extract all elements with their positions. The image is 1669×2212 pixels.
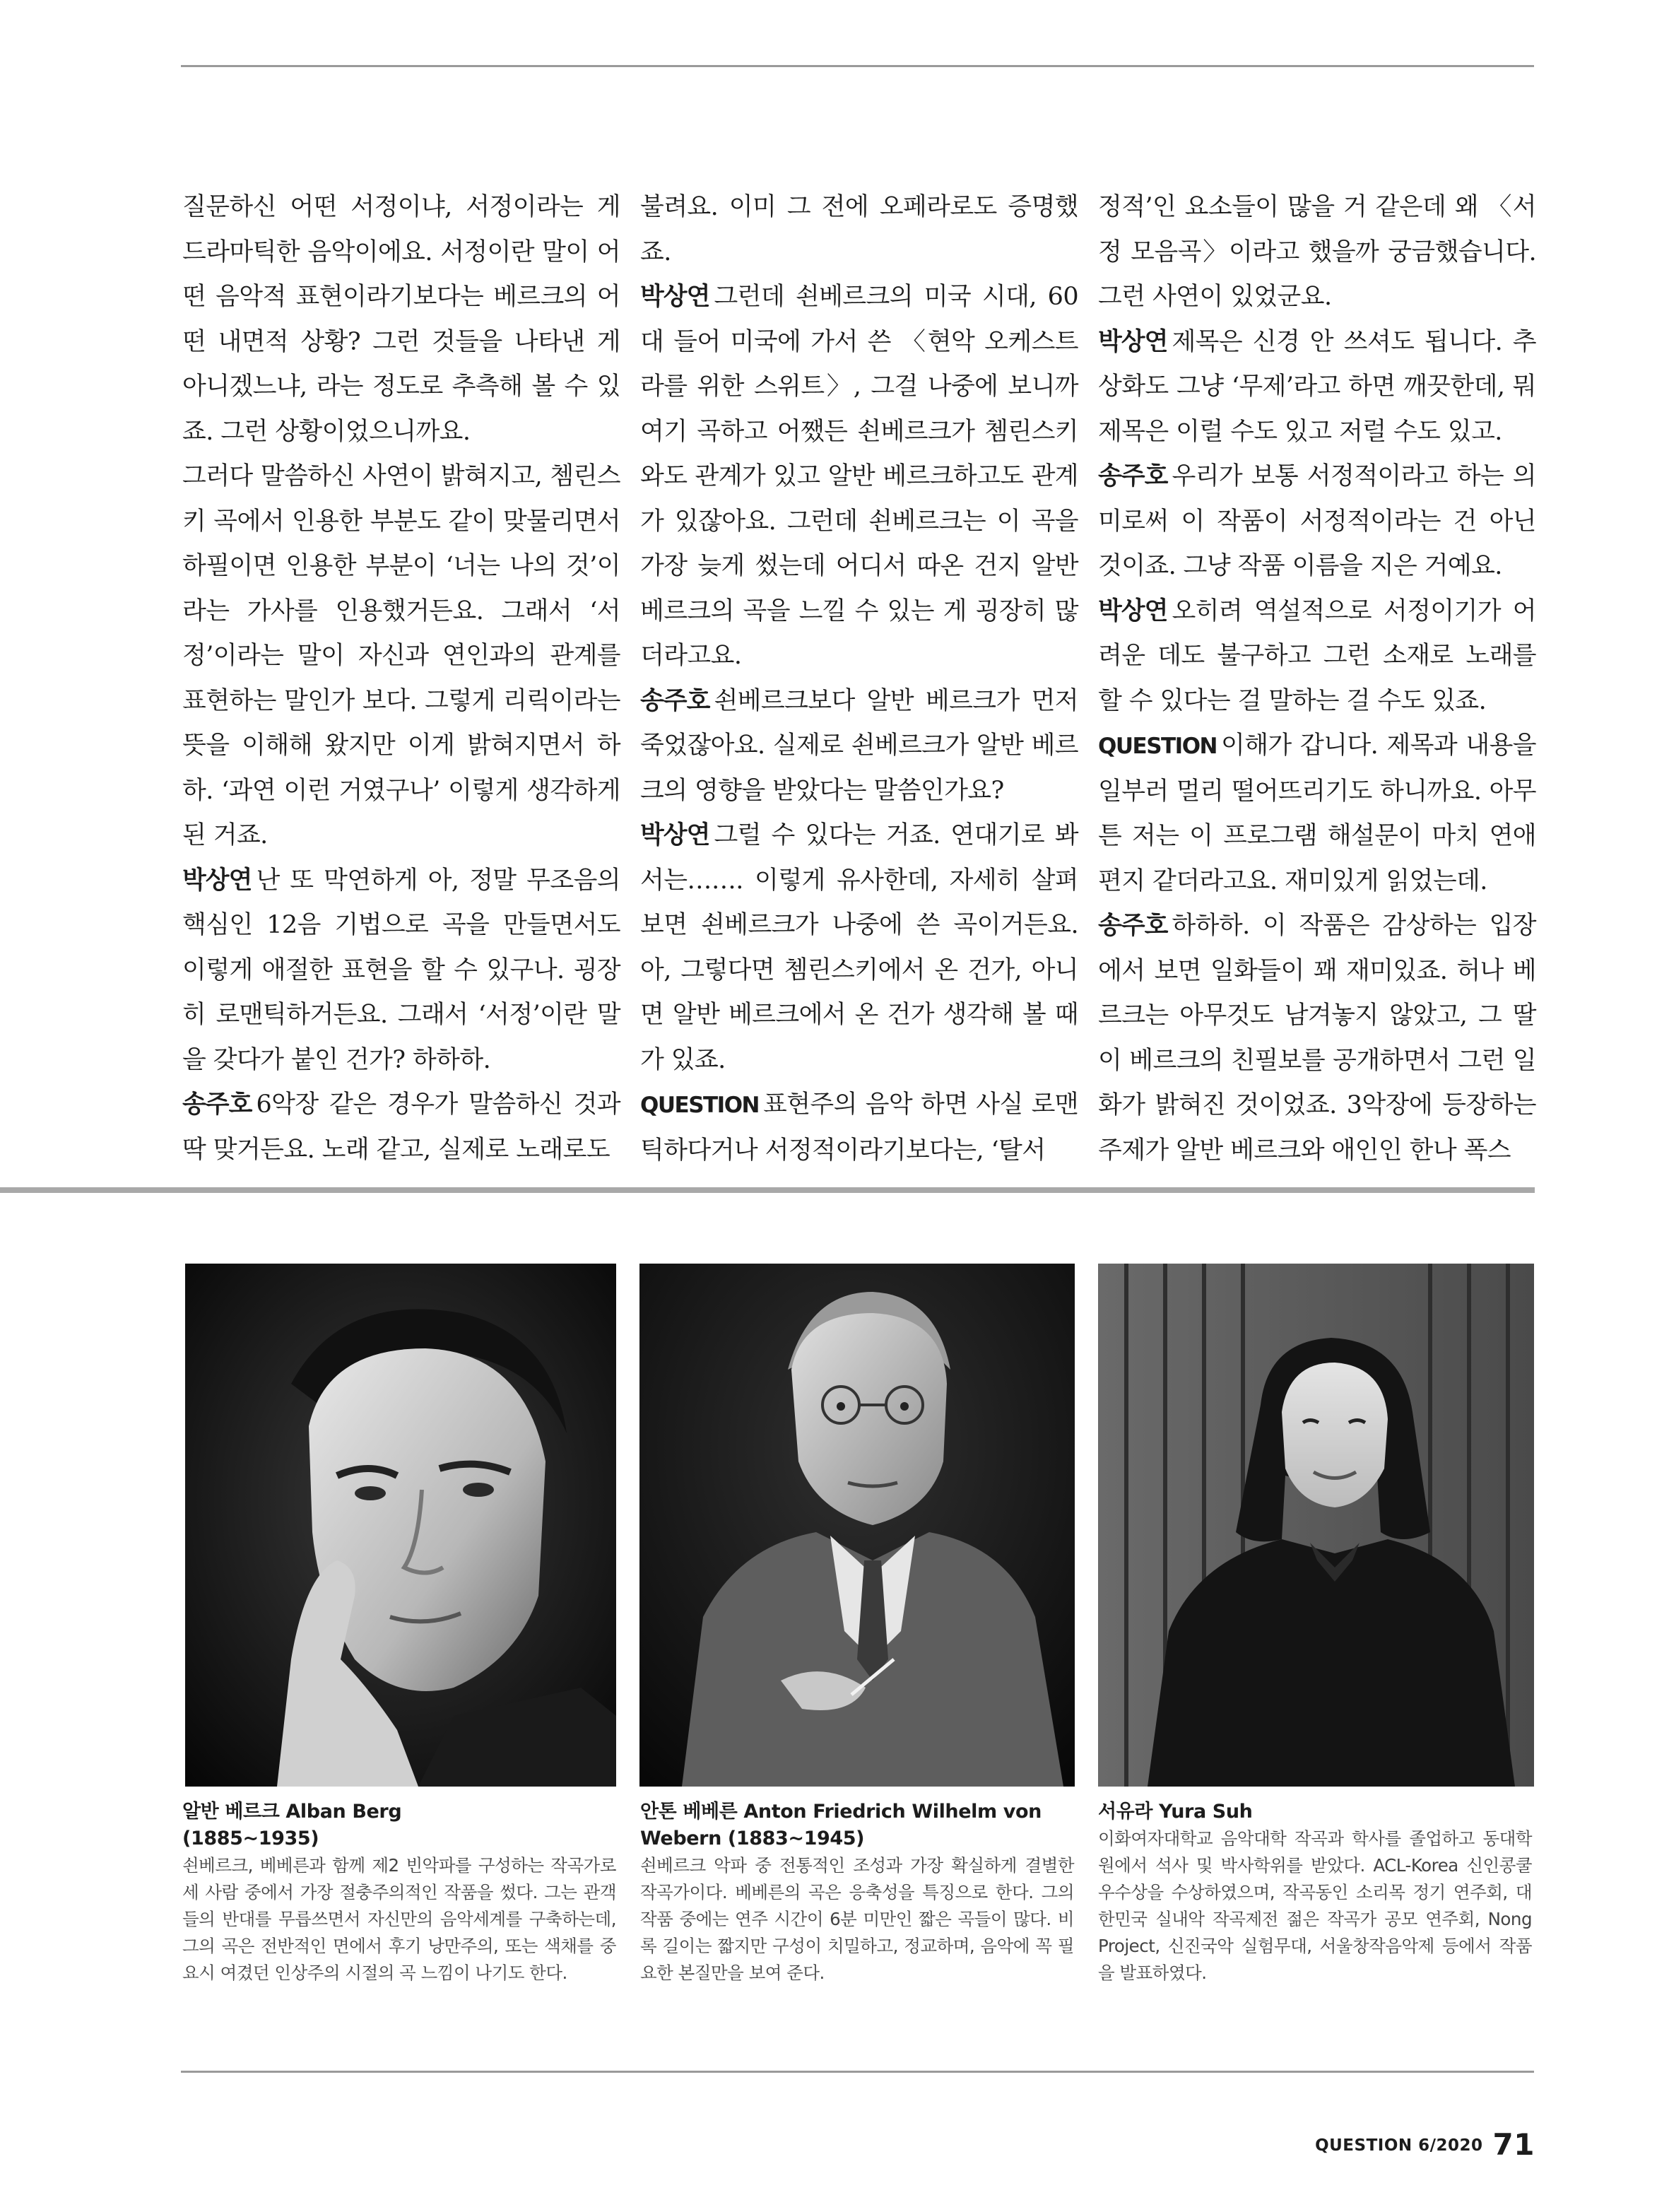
paragraph bbox=[1098, 904, 1536, 1173]
paragraph bbox=[1098, 589, 1536, 724]
article-column-2 bbox=[640, 185, 1078, 1173]
paragraph bbox=[1098, 724, 1536, 904]
speaker-label: 송주호 bbox=[182, 1090, 252, 1119]
anton-webern-portrait bbox=[639, 1264, 1075, 1787]
article-column-1 bbox=[182, 185, 620, 1172]
paragraph: 정적’인 요소들이 많을 거 같은데 왜 〈서정 모음곡〉이라고 했을까 궁금했습니다. 그런 사연이 있었군요. bbox=[1098, 193, 1536, 311]
caption-name: 서유라 Yura Suh bbox=[1098, 1801, 1253, 1823]
speech-text: 그런데 쇤베르크의 미국 시대, 60대 들어 미국에 가서 쓴 〈현악 오케스트라를 위한 스위트〉, 그걸 나중에 보니까 여기 곡하고 어쨌든 쇤베르크가 쳄린스키와도 관계가 있고 알반 베르크하고도 관계가 있잖아요. 그런데 쇤베르크는 이 곡을 가장 늦게 썼는데 어디서 따온 건지 알반 베르크의 곡을 느낄 수 있는 게 굉장히 많더라고요. bbox=[640, 283, 1078, 670]
caption-name: 안톤 베베른 Anton Friedrich Wilhelm von Webern (1883~1945) bbox=[640, 1801, 1042, 1849]
alban-berg-portrait bbox=[185, 1264, 616, 1787]
paragraph: 불려요. 이미 그 전에 오페라로도 증명했죠. bbox=[640, 193, 1078, 266]
photo-caption-alban-berg bbox=[182, 1799, 616, 1987]
caption-description: 쇤베르크 악파 중 전통적인 조성과 가장 확실하게 결별한 작곡가이다. 베베른의 곡은 응축성을 특징으로 한다. 그의 작품 중에는 연주 시간이 6분 미만인 짧은 곡들이 많다. 비록 길이는 짧지만 구성이 치밀하고, 정교하며, 음악에 꼭 필요한 본질만을 보여 준다. bbox=[640, 1855, 1074, 1983]
speaker-label: 박상연 bbox=[1098, 596, 1168, 625]
speaker-label: 송주호 bbox=[1098, 912, 1168, 940]
paragraph bbox=[640, 275, 1078, 679]
issue-label: QUESTION 6/2020 bbox=[1315, 2136, 1483, 2155]
speech-text: 난 또 막연하게 아, 정말 무조음의 핵심인 12음 기법으로 곡을 만들면서도 이렇게 애절한 표현을 할 수 있구나. 굉장히 로맨틱하거든요. 그래서 ‘서정’이란 말을 갖다가 붙인 건가? 하하하. bbox=[182, 866, 620, 1074]
paragraph bbox=[182, 859, 620, 1083]
speech-text: 이해가 갑니다. 제목과 내용을 일부러 멀리 떨어뜨리기도 하니까요. 아무튼 저는 이 프로그램 해설문이 마치 연애편지 같더라고요. 재미있게 읽었는데. bbox=[1098, 731, 1536, 895]
caption-name: 알반 베르크 Alban Berg bbox=[182, 1801, 402, 1823]
speaker-label: 송주호 bbox=[640, 686, 710, 715]
speech-text: 쇤베르크보다 알반 베르크가 먼저 죽었잖아요. 실제로 쇤베르크가 알반 베르크의 영향을 받았다는 말씀인가요? bbox=[640, 686, 1078, 805]
paragraph bbox=[640, 679, 1078, 814]
paragraph bbox=[640, 813, 1078, 1083]
speech-text: 6악장 같은 경우가 말씀하신 것과 딱 맞거든요. 노래 같고, 실제로 노래로도 bbox=[182, 1090, 620, 1164]
page-number: 71 bbox=[1492, 2127, 1535, 2162]
page-footer bbox=[1315, 2127, 1535, 2162]
speaker-label: 박상연 bbox=[182, 866, 252, 895]
speaker-label: 박상연 bbox=[640, 821, 710, 849]
yura-suh-portrait bbox=[1098, 1264, 1534, 1787]
speaker-label: 박상연 bbox=[640, 283, 710, 311]
speaker-label: 송주호 bbox=[1098, 462, 1168, 490]
photo-caption-yura-suh bbox=[1098, 1799, 1532, 1987]
article-column-3 bbox=[1098, 185, 1536, 1173]
paragraph: 그러다 말씀하신 사연이 밝혀지고, 쳄린스키 곡에서 인용한 부분도 같이 맞물리면서 하필이면 인용한 부분이 ‘너는 나의 것’이라는 가사를 인용했거든요. 그래서 ‘서정’이라는 말이 자신과 연인과의 관계를 표현하는 말인가 보다. 그렇게 리릭이라는 뜻을 이해해 왔지만 이게 밝혀지면서 하하. ‘과연 이런 거였구나’ 이렇게 생각하게 된 거죠. bbox=[182, 462, 620, 849]
speech-text: 오히려 역설적으로 서정이기가 어려운 데도 불구하고 그런 소재로 노래를 할 수 있다는 걸 말하는 걸 수도 있죠. bbox=[1098, 596, 1536, 715]
paragraph: 질문하신 어떤 서정이냐, 서정이라는 게 드라마틱한 음악이에요. 서정이란 말이 어떤 음악적 표현이라기보다는 베르크의 어떤 내면적 상황? 그런 것들을 나타낸 게 아니겠느냐, 라는 정도로 추측해 볼 수 있죠. 그런 상황이었으니까요. bbox=[182, 193, 620, 446]
paragraph bbox=[1098, 454, 1536, 589]
paragraph bbox=[1098, 320, 1536, 455]
speech-text: 하하하. 이 작품은 감상하는 입장에서 보면 일화들이 꽤 재미있죠. 허나 베르크는 아무것도 남겨놓지 않았고, 그 딸이 베르크의 친필보를 공개하면서 그런 일화가 밝혀진 것이었죠. 3악장에 등장하는 주제가 알반 베르크와 애인인 한나 폭스 bbox=[1098, 912, 1536, 1165]
paragraph bbox=[640, 1083, 1078, 1173]
speech-text: 제목은 신경 안 쓰셔도 됩니다. 추상화도 그냥 ‘무제’라고 하면 깨끗한데, 뭐 제목은 이럴 수도 있고 저럴 수도 있고. bbox=[1098, 327, 1536, 446]
section-divider bbox=[0, 1187, 1535, 1193]
speech-text: 우리가 보통 서정적이라고 하는 의미로써 이 작품이 서정적이라는 건 아닌 것이죠. 그냥 작품 이름을 지은 거예요. bbox=[1098, 462, 1536, 580]
speaker-label: QUESTION bbox=[640, 1093, 760, 1118]
speech-text: 표현주의 음악 하면 사실 로맨틱하다거나 서정적이라기보다는, ‘탈서 bbox=[640, 1090, 1078, 1165]
speech-text: 그럴 수 있다는 거죠. 연대기로 봐서는……. 이렇게 유사한데, 자세히 살펴보면 쇤베르크가 나중에 쓴 곡이거든요. 아, 그렇다면 쳄린스키에서 온 건가, 아니면 알반 베르크에서 온 건가 생각해 볼 때가 있죠. bbox=[640, 821, 1078, 1074]
paragraph bbox=[182, 1083, 620, 1172]
bottom-rule bbox=[181, 2071, 1534, 2073]
caption-years: (1885~1935) bbox=[182, 1828, 319, 1849]
caption-description: 쇤베르크, 베베른과 함께 제2 빈악파를 구성하는 작곡가로 세 사람 중에서 가장 절충주의적인 작품을 썼다. 그는 관객들의 반대를 무릅쓰면서 자신만의 음악세계를 구축하는데, 그의 곡은 전반적인 면에서 후기 낭만주의, 또는 색채를 중요시 여겼던 인상주의 시절의 곡 느낌이 나기도 한다. bbox=[182, 1855, 616, 1983]
photo-caption-anton-webern bbox=[640, 1799, 1074, 1987]
speaker-label: 박상연 bbox=[1098, 327, 1168, 356]
caption-description: 이화여자대학교 음악대학 작곡과 학사를 졸업하고 동대학원에서 석사 및 박사학위를 받았다. ACL-Korea 신인콩쿨 우수상을 수상하였으며, 작곡동인 소리목 정기 연주회, 대한민국 실내악 작곡제전 젊은 작곡가 공모 연주회, Nong Project, 신진국악 실험무대, 서울창작음악제 등에서 작품을 발표하였다. bbox=[1098, 1828, 1532, 1983]
speaker-label: QUESTION bbox=[1098, 734, 1217, 759]
top-rule bbox=[181, 65, 1534, 67]
